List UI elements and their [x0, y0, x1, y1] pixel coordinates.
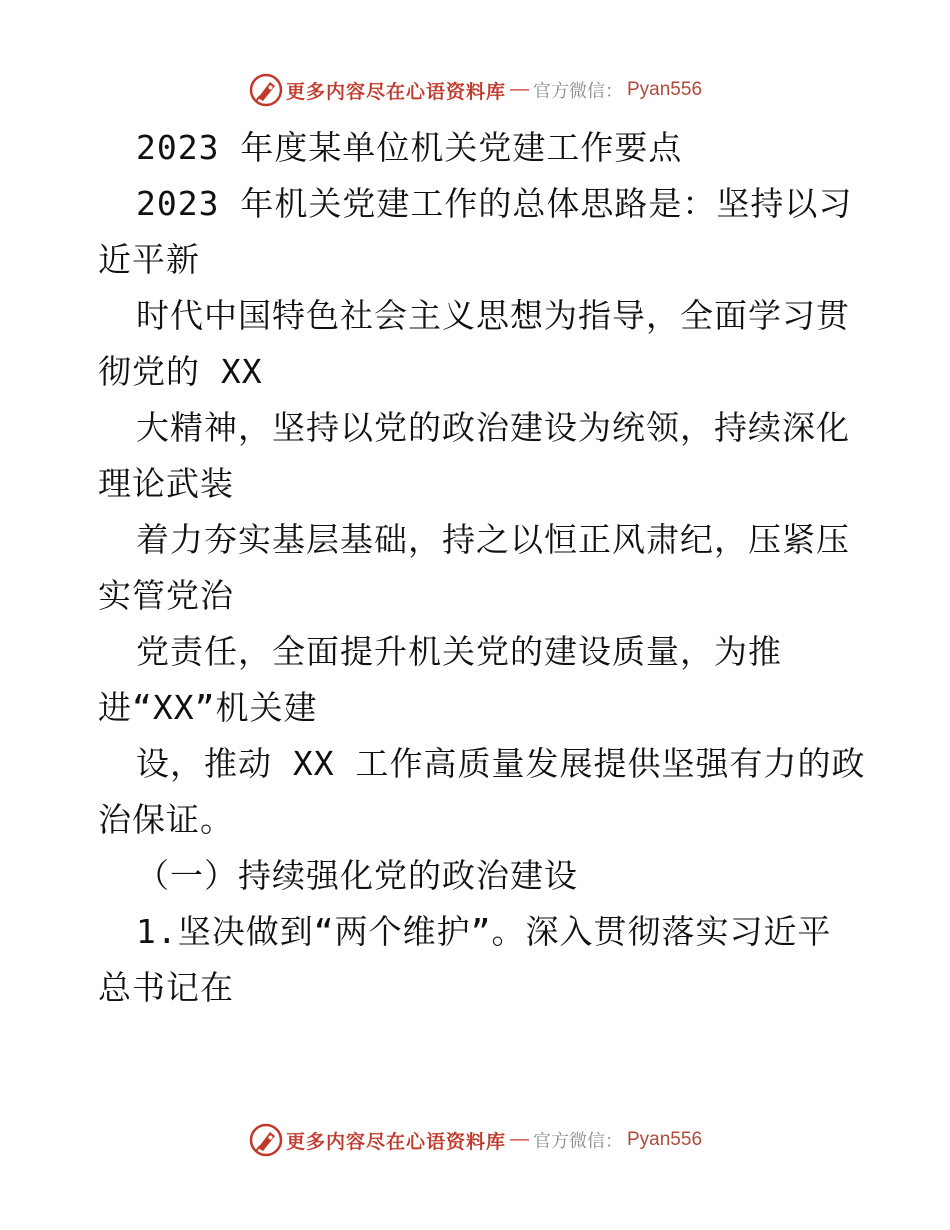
- text-line: 着力夯实基层基础，持之以恒正风肃纪，压紧压: [136, 520, 850, 559]
- text-line: 彻党的 XX: [98, 352, 263, 391]
- text-line: 大精神，坚持以党的政治建设为统领，持续深化: [136, 408, 850, 447]
- text-line: 总书记在: [98, 968, 234, 1007]
- text-line: 党责任，全面提升机关党的建设质量，为推: [136, 632, 782, 671]
- footer-banner: [0, 1120, 950, 1160]
- text-line: 实管党治: [98, 576, 234, 615]
- banner-wechat-handle: Pyan556: [627, 1129, 703, 1150]
- pen-nib-logo-icon: [248, 1122, 284, 1158]
- text-line: 近平新: [98, 240, 200, 279]
- section-heading: （一）持续强化党的政治建设: [136, 856, 578, 895]
- text-line: 设，推动 XX 工作高质量发展提供坚强有力的政: [136, 744, 866, 783]
- header-banner: [0, 70, 950, 110]
- document-title: 2023 年度某单位机关党建工作要点: [136, 128, 683, 167]
- banner-wechat-label: 官方微信：: [533, 81, 623, 102]
- banner-separator: —: [510, 1129, 529, 1150]
- text-line: 1.坚决做到“两个维护”。深入贯彻落实习近平: [136, 912, 832, 951]
- pen-nib-logo-icon: [248, 72, 284, 108]
- banner-wechat-label: 官方微信：: [533, 1131, 623, 1152]
- text-line: 治保证。: [98, 800, 234, 839]
- text-line: 理论武装: [98, 464, 234, 503]
- text-line: 时代中国特色社会主义思想为指导，全面学习贯: [136, 296, 850, 335]
- document-body: [98, 120, 868, 1016]
- banner-separator: —: [510, 79, 529, 100]
- banner-wechat-handle: Pyan556: [627, 79, 703, 100]
- banner-promo-text: 更多内容尽在心语资料库: [285, 80, 506, 103]
- banner-promo-text: 更多内容尽在心语资料库: [285, 1130, 506, 1153]
- text-line: 2023 年机关党建工作的总体思路是：坚持以习: [136, 184, 853, 223]
- text-line: 进“XX”机关建: [98, 688, 318, 727]
